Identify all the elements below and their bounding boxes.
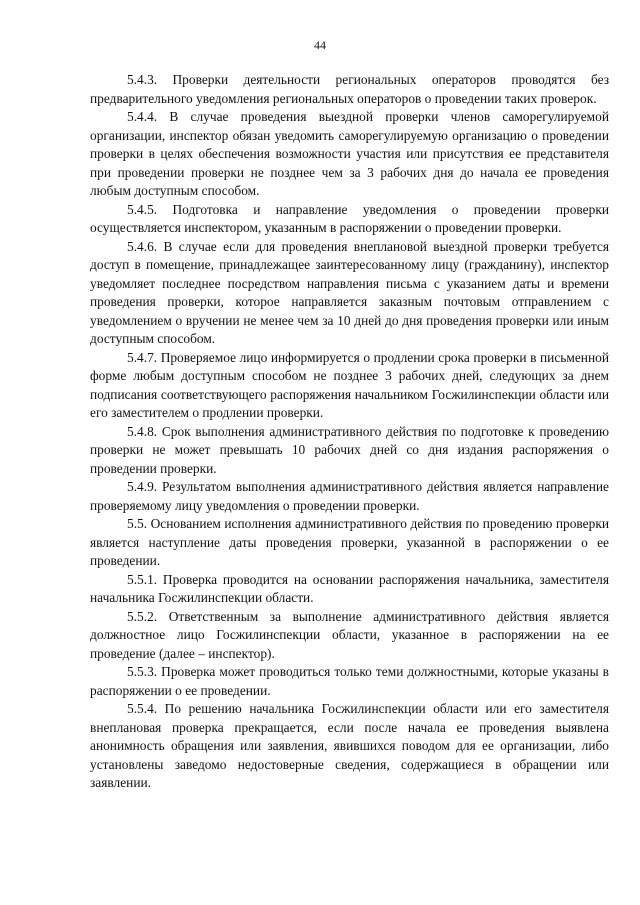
paragraph-5-5-1: 5.5.1. Проверка проводится на основании распоряжения начальника, заместителя начальника Госжилинспекции области. bbox=[90, 571, 609, 605]
paragraph-5-4-3: 5.4.3. Проверки деятельности региональных операторов проводятся без предварительного уведомления региональных операторов о проведении таких проверок. bbox=[90, 72, 609, 106]
document-body bbox=[90, 71, 609, 793]
paragraph-5-4-9: 5.4.9. Результатом выполнения административного действия является направление проверяемому лицу уведомления о проведении проверки. bbox=[90, 479, 609, 513]
paragraph-5-4-8: 5.4.8. Срок выполнения административного действия по подготовке к проведению проверки не может превышать 10 рабочих дней со дня издания распоряжения о проведении проверки. bbox=[90, 423, 609, 476]
paragraph-5-5: 5.5. Основанием исполнения административного действия по проведению проверки является наступление даты проведения проверки, указанной в распоряжении о ее проведении. bbox=[90, 516, 609, 568]
page-number: 44 bbox=[314, 38, 326, 52]
paragraph-5-5-3: 5.5.3. Проверка может проводиться только теми должностными, которые указаны в распоряжении о ее проведении. bbox=[90, 664, 609, 698]
paragraph-5-4-6: 5.4.6. В случае если для проведения внеплановой выездной проверки требуется доступ в помещение, принадлежащее заинтересованному лицу (гражданину), инспектор уведомляет последнее посредством направления письма с указанием даты и времени проведения проверки, которое направляется заказным почтовым отправлением с уведомлением о вручении не менее чем за 10 дней до дня проведения проверки или иным доступным способом. bbox=[90, 238, 609, 346]
paragraph-5-5-2: 5.5.2. Ответственным за выполнение административного действия является должностное лицо Госжилинспекции области, указанное в распоряжении на ее проведение (далее – инспектор). bbox=[90, 608, 609, 661]
paragraph-5-4-5: 5.4.5. Подготовка и направление уведомления о проведении проверки осуществляется инспектором, указанным в распоряжении о проведении проверки. bbox=[90, 201, 609, 235]
paragraph-5-4-7: 5.4.7. Проверяемое лицо информируется о продлении срока проверки в письменной форме любым доступным способом не позднее 3 рабочих дней, следующих за днем подписания соответствующего распоряжения начальником Госжилинспекции области или его заместителем о продлении проверки. bbox=[90, 349, 609, 420]
paragraph-5-4-4: 5.4.4. В случае проведения выездной проверки членов саморегулируемой организации, инспектор обязан уведомить саморегулируемую организацию о проведении проверки в целях обеспечения возможности участия или присутствия ее представителя при проведении проверки не позднее чем за 3 рабочих дня до начала ее проведения любым доступным способом. bbox=[90, 109, 609, 198]
paragraph-5-5-4: 5.5.4. По решению начальника Госжилинспекции области или его заместителя внеплановая проверка прекращается, если после начала ее проведения выявлена анонимность обращения или заявления, явившихся поводом для ее организации, либо установлены заведомо недостоверные сведения, содержащиеся в обращении или заявлении. bbox=[90, 701, 609, 790]
